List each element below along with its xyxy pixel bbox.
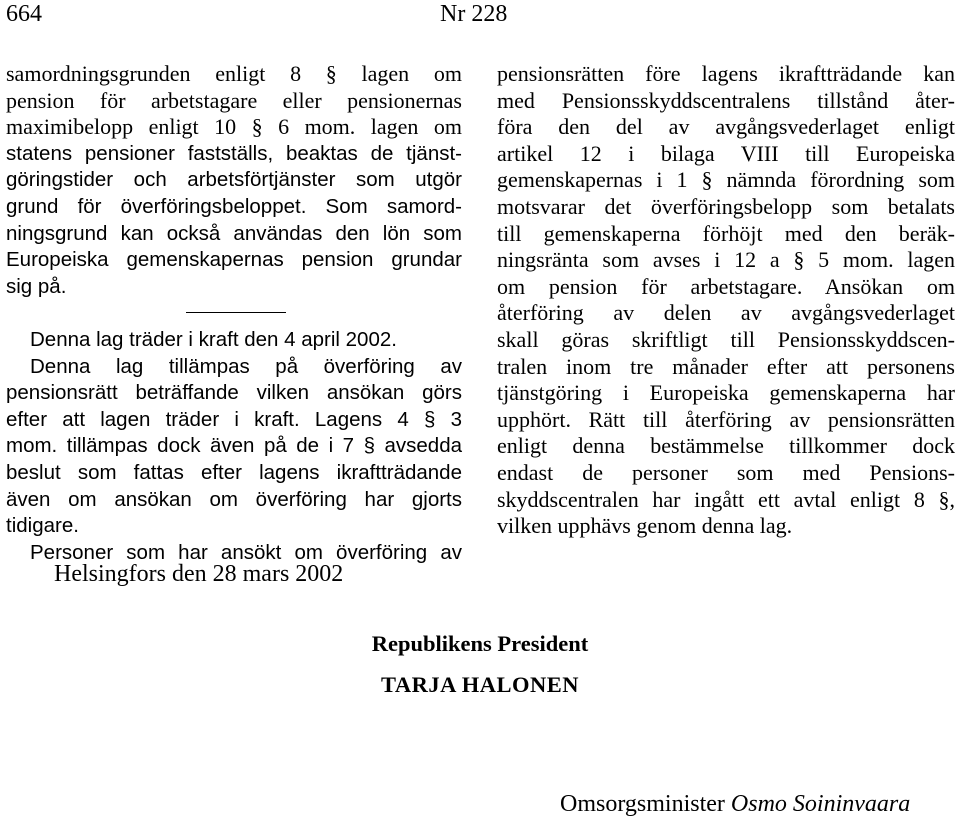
text-line: med Pensionsskyddscentralens tillstånd åter- bbox=[497, 87, 955, 113]
text-line: till gemenskaperna förhöjt med den beräk- bbox=[497, 220, 955, 246]
document-number: Nr 228 bbox=[440, 1, 508, 27]
minister-title: Omsorgsminister bbox=[560, 791, 725, 817]
text-line: föra den del av avgångsvederlaget enligt bbox=[497, 114, 955, 140]
text-line: Europeiska gemenskapernas pension grundar bbox=[6, 248, 462, 272]
text-line: efter att lagen träder i kraft. Lagens 4 § 3 bbox=[6, 407, 462, 431]
text-line: tralen inom tre månader efter att personens bbox=[497, 353, 955, 379]
text-line: skyddscentralen har ingått ett avtal enligt 8 §, bbox=[497, 486, 955, 512]
text-line: skall göras skriftligt till Pensionsskyddscen- bbox=[497, 326, 955, 352]
text-line: maximibelopp enligt 10 § 6 mom. lagen om bbox=[6, 114, 462, 140]
right-column bbox=[497, 61, 955, 540]
text-line: samordningsgrunden enligt 8 § lagen om bbox=[6, 61, 462, 86]
text-line: ningsränta som avses i 12 a § 5 mom. lagen bbox=[497, 247, 955, 273]
text-line: enligt denna bestämmelse tillkommer dock bbox=[497, 433, 955, 459]
text-line: statens pensioner fastställs, beaktas de tjänst- bbox=[6, 141, 462, 165]
text-line: pensionsrätten före lagens ikraftträdande kan bbox=[497, 61, 955, 86]
text-line: vilken upphävs genom denna lag. bbox=[497, 513, 793, 539]
text-line: sig på. bbox=[6, 274, 67, 298]
text-line: gemenskapernas i 1 § nämnda förordning som bbox=[497, 167, 955, 193]
text-line: artikel 12 i bilaga VIII till Europeiska bbox=[497, 140, 955, 166]
text-line: motsvarar det överföringsbelopp som betalats bbox=[497, 193, 955, 219]
text-line: Denna lag tillämpas på överföring av bbox=[30, 354, 462, 378]
text-line: tidigare. bbox=[6, 514, 79, 538]
text-line: Personer som har ansökt om överföring av bbox=[30, 540, 462, 564]
place-date: Helsingfors den 28 mars 2002 bbox=[54, 561, 344, 587]
text-line: även om ansökan om överföring har gjorts bbox=[6, 487, 462, 511]
text-line: återföring av delen av avgångsvederlaget bbox=[497, 300, 955, 326]
text-line: pensionsrätt beträffande vilken ansökan görs bbox=[6, 381, 462, 405]
text-line: om pension för arbetstagare. Ansökan om bbox=[497, 273, 955, 299]
text-line: tjänstgöring i Europeiska gemenskaperna har bbox=[497, 380, 955, 406]
text-line: pension för arbetstagare eller pensionernas bbox=[6, 87, 462, 113]
minister-signature bbox=[560, 790, 910, 818]
left-column bbox=[6, 61, 462, 566]
president-title: Republikens President bbox=[371, 631, 589, 656]
section-divider bbox=[6, 300, 462, 327]
text-line: Denna lag träder i kraft den 4 april 2002. bbox=[30, 327, 397, 351]
president-name: TARJA HALONEN bbox=[381, 672, 579, 697]
page-number: 664 bbox=[6, 1, 42, 27]
text-line: beslut som fattas efter lagens ikraftträdande bbox=[6, 460, 462, 484]
text-line: endast de personer som med Pensions- bbox=[497, 459, 955, 485]
text-line: grund för överföringsbeloppet. Som samord- bbox=[6, 194, 462, 218]
text-line: göringstider och arbetsförtjänster som utgör bbox=[6, 168, 462, 192]
text-line: upphört. Rätt till återföring av pensionsrätten bbox=[497, 406, 955, 432]
minister-name: Osmo Soininvaara bbox=[730, 791, 911, 817]
text-line: ningsgrund kan också användas den lön som bbox=[6, 221, 462, 245]
text-line: mom. tillämpas dock även på de i 7 § avsedda bbox=[6, 434, 462, 458]
